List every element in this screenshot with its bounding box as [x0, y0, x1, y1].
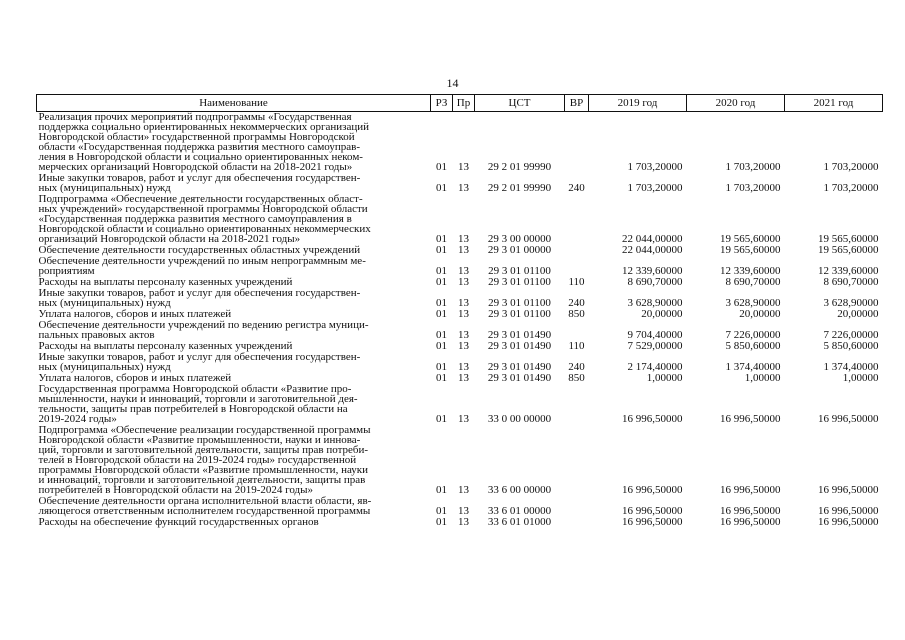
cell-pr: 13 [458, 340, 469, 352]
cell-rz: 01 [436, 340, 447, 352]
cell-rz: 01 [436, 329, 447, 341]
cell-name: Иные закупки товаров, работ и услуг для обеспечения государствен- ных (муниципальных) нужд [38, 351, 361, 373]
cell-rz: 01 [436, 413, 447, 425]
cell-y2021: 1 374,40000 [823, 361, 879, 373]
cell-pr: 13 [458, 297, 469, 309]
cell-vr [565, 384, 589, 425]
cell-name: Расходы на выплаты персоналу казенных учреждений [38, 276, 293, 288]
header-vr: ВР [565, 95, 589, 112]
cell-y2020: 8 690,70000 [725, 276, 781, 288]
cell-pr: 13 [458, 329, 469, 341]
cell-y2019: 16 996,50000 [622, 505, 683, 517]
cell-name: Уплата налогов, сборов и иных платежей [38, 372, 232, 384]
cell-name: Обеспечение деятельности государственных областных учреждений [38, 244, 361, 256]
cell-cst: 29 3 01 01490 [487, 361, 552, 373]
cell-y2019: 16 996,50000 [622, 413, 683, 425]
cell-y2021: 19 565,60000 [818, 233, 879, 245]
cell-pr: 13 [458, 484, 469, 496]
cell-y2020: 16 996,50000 [720, 413, 781, 425]
cell-y2021: 19 565,60000 [818, 244, 879, 256]
cell-y2020: 19 565,60000 [720, 244, 781, 256]
cell-y2019: 22 044,00000 [622, 233, 683, 245]
cell-pr: 13 [458, 413, 469, 425]
cell-pr: 13 [458, 516, 469, 528]
cell-pr: 13 [458, 161, 469, 173]
cell-y2021: 3 628,90000 [823, 297, 879, 309]
header-rz: РЗ [431, 95, 453, 112]
cell-rz: 01 [436, 182, 447, 194]
cell-y2019: 2 174,40000 [627, 361, 683, 373]
cell-y2019: 20,00000 [641, 308, 683, 320]
table-row [37, 496, 883, 517]
cell-cst: 29 3 00 00000 [487, 233, 552, 245]
table-row [37, 384, 883, 425]
cell-pr: 13 [458, 372, 469, 384]
cell-vr: 240 [568, 182, 585, 194]
cell-y2020: 7 226,00000 [725, 329, 781, 341]
cell-rz: 01 [436, 372, 447, 384]
cell-cst: 29 2 01 99990 [487, 182, 552, 194]
cell-y2019: 3 628,90000 [627, 297, 683, 309]
cell-vr [565, 245, 589, 256]
cell-name: Обеспечение деятельности учреждений по ведению регистра муници- пальных правовых актов [38, 319, 369, 341]
table-row [37, 517, 883, 528]
cell-y2020: 16 996,50000 [720, 505, 781, 517]
cell-vr: 850 [568, 308, 585, 320]
cell-y2020: 1,00000 [744, 372, 781, 384]
cell-name: Подпрограмма «Обеспечение деятельности государственных област- ных учреждений» государственной программы Новгородской области «Государственная поддержка развития местного самоуправления в Новгородской области и социально ориентированных некоммерческих организаций Новгородской области на 2018-2021 годы» [38, 193, 371, 245]
cell-rz: 01 [436, 265, 447, 277]
cell-y2020: 5 850,60000 [725, 340, 781, 352]
cell-name: Иные закупки товаров, работ и услуг для обеспечения государствен- ных (муниципальных) нужд [38, 287, 361, 309]
cell-name: Уплата налогов, сборов и иных платежей [38, 308, 232, 320]
cell-y2021: 1 703,20000 [823, 161, 879, 173]
cell-cst: 33 6 01 00000 [487, 505, 552, 517]
header-pr: Пр [453, 95, 475, 112]
header-name: Наименование [37, 95, 431, 112]
cell-cst: 29 3 01 01100 [488, 276, 551, 288]
cell-cst: 29 3 01 00000 [487, 244, 552, 256]
cell-y2020: 1 703,20000 [725, 182, 781, 194]
cell-y2019: 1 703,20000 [627, 182, 683, 194]
cell-vr: 110 [568, 276, 585, 288]
cell-name: Государственная программа Новгородской области «Развитие про- мышленности, науки и инноваций, торговли и заготовительной дея- тельности, защиты прав потребителей в Новгородской области на 2019-2024 годы» [38, 383, 358, 425]
cell-name: Расходы на обеспечение функций государственных органов [38, 516, 319, 528]
header-2019: 2019 год [589, 95, 687, 112]
cell-rz: 01 [436, 361, 447, 373]
cell-y2020: 1 374,40000 [725, 361, 781, 373]
cell-cst: 29 3 01 01100 [488, 297, 551, 309]
cell-y2019: 1,00000 [646, 372, 683, 384]
cell-y2019: 16 996,50000 [622, 516, 683, 528]
cell-vr [565, 425, 589, 496]
header-2020: 2020 год [687, 95, 785, 112]
budget-table [36, 94, 883, 528]
cell-pr: 13 [458, 244, 469, 256]
cell-y2021: 5 850,60000 [823, 340, 879, 352]
cell-rz: 01 [436, 484, 447, 496]
cell-y2019: 16 996,50000 [622, 484, 683, 496]
cell-vr [565, 256, 589, 277]
cell-pr: 13 [458, 265, 469, 277]
table-row [37, 112, 883, 174]
cell-y2019: 1 703,20000 [627, 161, 683, 173]
cell-cst: 29 3 01 01490 [487, 372, 552, 384]
cell-y2021: 20,00000 [837, 308, 879, 320]
cell-rz: 01 [436, 308, 447, 320]
cell-name: Обеспечение деятельности органа исполнительной власти области, яв- ляющегося ответственным исполнителем государственной программы [38, 495, 372, 517]
cell-y2021: 16 996,50000 [818, 505, 879, 517]
cell-vr [565, 496, 589, 517]
cell-rz: 01 [436, 233, 447, 245]
cell-y2021: 1 703,20000 [823, 182, 879, 194]
cell-cst: 33 6 01 01000 [487, 516, 552, 528]
cell-pr: 13 [458, 505, 469, 517]
table-row [37, 288, 883, 309]
table-row [37, 173, 883, 194]
cell-cst: 33 6 00 00000 [487, 484, 552, 496]
cell-vr [565, 517, 589, 528]
cell-vr [565, 194, 589, 245]
cell-y2019: 7 529,00000 [627, 340, 683, 352]
cell-cst: 33 0 00 00000 [487, 413, 552, 425]
cell-pr: 13 [458, 182, 469, 194]
cell-rz: 01 [436, 516, 447, 528]
cell-y2021: 1,00000 [842, 372, 879, 384]
cell-cst: 29 3 01 01100 [488, 308, 551, 320]
table-header-row [37, 95, 883, 112]
cell-name: Обеспечение деятельности учреждений по иным непрограммным ме- роприятиям [38, 255, 366, 277]
cell-y2020: 3 628,90000 [725, 297, 781, 309]
cell-y2019: 22 044,00000 [622, 244, 683, 256]
cell-y2020: 16 996,50000 [720, 516, 781, 528]
cell-cst: 29 3 01 01490 [487, 340, 552, 352]
cell-name: Иные закупки товаров, работ и услуг для обеспечения государствен- ных (муниципальных) нужд [38, 172, 361, 194]
cell-cst: 29 3 01 01490 [487, 329, 552, 341]
table-row [37, 352, 883, 373]
cell-name: Подпрограмма «Обеспечение реализации государственной программы Новгородской области «Развитие промышленности, науки и иннова- ций, торговли и заготовительной деятельности, защиты прав потреби- телей в Новгородской области на 2019-2024 годы» государственной программы Новгородской области «Развитие промышленности, науки и инноваций, торговли и заготовительной деятельности, защиты прав потребителей в Новгородской области на 2019-2024 годы» [38, 424, 371, 496]
cell-vr [565, 112, 589, 174]
cell-y2020: 16 996,50000 [720, 484, 781, 496]
cell-name: Реализация прочих мероприятий подпрограммы «Государственная поддержка социально ориентированных некоммерческих организаций Новгородской области» государственной программы Новгородской области «Государственная поддержка развития местного самоуправ- ления в Новгородской области и социально ориентированных неком- мерческих организаций Новгородской области на 2018-2021 годы» [38, 111, 370, 173]
cell-rz: 01 [436, 505, 447, 517]
table-row [37, 194, 883, 245]
cell-y2021: 16 996,50000 [818, 413, 879, 425]
cell-y2021: 16 996,50000 [818, 516, 879, 528]
cell-name: Расходы на выплаты персоналу казенных учреждений [38, 340, 293, 352]
cell-vr: 240 [568, 297, 585, 309]
cell-y2019: 9 704,40000 [627, 329, 683, 341]
cell-y2019: 8 690,70000 [627, 276, 683, 288]
header-cst: ЦСТ [475, 95, 565, 112]
cell-y2021: 7 226,00000 [823, 329, 879, 341]
cell-rz: 01 [436, 276, 447, 288]
cell-y2021: 16 996,50000 [818, 484, 879, 496]
cell-y2021: 12 339,60000 [818, 265, 879, 277]
table-row [37, 256, 883, 277]
cell-y2020: 19 565,60000 [720, 233, 781, 245]
cell-vr: 850 [568, 372, 585, 384]
table-row [37, 425, 883, 496]
cell-pr: 13 [458, 276, 469, 288]
cell-y2020: 12 339,60000 [720, 265, 781, 277]
cell-y2020: 20,00000 [739, 308, 781, 320]
cell-pr: 13 [458, 233, 469, 245]
cell-y2019: 12 339,60000 [622, 265, 683, 277]
cell-y2021: 8 690,70000 [823, 276, 879, 288]
table-row [37, 320, 883, 341]
cell-cst: 29 3 01 01100 [488, 265, 551, 277]
cell-vr [565, 320, 589, 341]
cell-cst: 29 2 01 99990 [487, 161, 552, 173]
page-number: 14 [446, 76, 459, 90]
cell-pr: 13 [458, 361, 469, 373]
cell-rz: 01 [436, 161, 447, 173]
cell-rz: 01 [436, 297, 447, 309]
header-2021: 2021 год [785, 95, 883, 112]
cell-rz: 01 [436, 244, 447, 256]
cell-y2020: 1 703,20000 [725, 161, 781, 173]
cell-pr: 13 [458, 308, 469, 320]
cell-vr: 240 [568, 361, 585, 373]
cell-vr: 110 [568, 340, 585, 352]
